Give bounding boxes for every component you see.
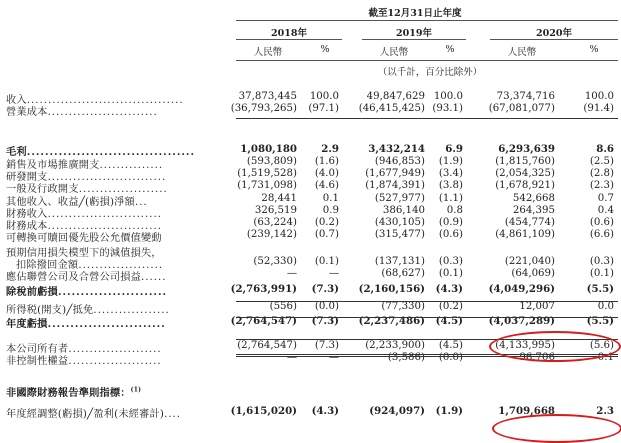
row-value: (0.2) (438, 301, 463, 312)
row-value: 326,519 (254, 205, 297, 216)
row-label (6, 229, 162, 244)
row-value: (2,763,991) (230, 283, 297, 295)
row-label-text: 所得税(開支)╱抵免 (6, 305, 94, 316)
row-label-text: 非國際財務報告準則指標： (6, 387, 131, 399)
row-value: 100.0 (433, 91, 463, 102)
row-value: (52,330) (253, 256, 297, 267)
year-header-2020: 2020年 (536, 28, 572, 39)
row-label (6, 268, 166, 283)
unit-note: （以千計，百分比除外） (377, 67, 483, 78)
row-value: (1.9) (438, 156, 463, 167)
row-value: (2,237,486) (358, 315, 425, 327)
row-value: (2,233,900) (365, 340, 425, 351)
row-value: (2.8) (589, 168, 614, 179)
row-value: (2,764,547) (237, 340, 297, 351)
row-value: 3,432,214 (368, 143, 425, 155)
year-rule-2020 (490, 39, 618, 40)
leader-dots: ............................ (47, 172, 167, 183)
leader-dots: ...................... (68, 344, 162, 355)
row-value: (1,519,528) (237, 168, 297, 179)
row-value: (1.1) (438, 193, 463, 204)
row-value: 0.9 (322, 205, 339, 216)
row-value: (4.5) (438, 340, 463, 351)
row-label-text: 可轉換可贖回優先股公允價值變動 (6, 233, 162, 244)
row-value: 6.9 (445, 143, 463, 155)
row-value: (2,054,325) (495, 168, 555, 179)
currency-header-2019: 人民幣 (379, 47, 409, 58)
row-value: 8.6 (596, 143, 614, 155)
highlight-oval-adjusted-2020 (492, 414, 621, 443)
row-value: (0.6) (589, 217, 614, 228)
row-value: (3,586) (387, 352, 425, 363)
row-value: (7.3) (314, 340, 339, 351)
row-label-text: 其他收入、收益╱(虧損)淨額 (6, 197, 135, 208)
row-value: (4,037,289) (488, 315, 555, 327)
row-value: — (328, 352, 339, 363)
row-label (6, 301, 170, 316)
currency-rule (236, 60, 618, 61)
leader-dots: .... (164, 409, 182, 420)
row-value: 37,873,445 (238, 91, 297, 102)
row-value: (593,809) (246, 156, 297, 167)
leader-dots: .......................... (47, 107, 158, 118)
leader-dots: ... (134, 197, 148, 208)
row-value: (454,774) (504, 217, 555, 228)
row-value: (77,330) (381, 301, 425, 312)
row-value: (4,861,109) (495, 229, 555, 240)
row-value: 542,668 (512, 193, 555, 204)
row-value: 49,847,629 (366, 91, 425, 102)
row-value: (430,105) (374, 217, 425, 228)
row-value: (64,069) (511, 268, 555, 279)
row-value: 0.1 (597, 352, 614, 363)
row-value: 2.3 (596, 405, 614, 417)
row-value: 1,080,180 (240, 143, 297, 155)
row-value: (36,793,265) (230, 103, 297, 114)
subtotal-rule-3 (236, 317, 618, 318)
row-value: (4.3) (311, 405, 339, 417)
row-value: 2.9 (321, 143, 339, 155)
row-label-text: 營業成本 (6, 107, 48, 118)
row-label-text: 財務成本 (6, 221, 48, 232)
row-label-text: 除稅前虧損 (6, 286, 58, 298)
leader-dots: ........................ (57, 286, 168, 298)
leader-dots: ..................................... (26, 146, 196, 158)
highlight-oval-loss-2020 (489, 331, 621, 362)
row-value: (2,764,547) (230, 315, 297, 327)
row-label (6, 352, 162, 367)
row-value: (4,049,296) (488, 283, 555, 295)
leader-dots: .......................... (47, 318, 166, 330)
row-label (6, 103, 158, 118)
row-value: (91.4) (583, 103, 614, 114)
row-value: (527,977) (374, 193, 425, 204)
row-value: (1,678,921) (495, 180, 555, 191)
row-value: (97.1) (308, 103, 339, 114)
row-value: (4.3) (435, 283, 463, 295)
row-value: (0.1) (589, 268, 614, 279)
row-value: (0.3) (438, 256, 463, 267)
row-value: (0.2) (314, 217, 339, 228)
row-value: (4,133,995) (495, 340, 555, 351)
row-label (6, 283, 167, 298)
row-label-text: 收入 (6, 95, 27, 106)
row-label-text: 年度虧損 (6, 318, 48, 330)
year-header-2018: 2018年 (271, 28, 307, 39)
row-value: (0.3) (589, 256, 614, 267)
row-label-text: 研發開支 (6, 172, 48, 183)
row-value: (5.6) (589, 340, 614, 351)
row-label-text: 本公司所有者 (6, 344, 69, 355)
row-value: 1,709,668 (498, 405, 555, 417)
year-rule-2018 (236, 39, 342, 40)
row-value: (6.6) (589, 229, 614, 240)
row-label-text: 預期信用損失模型下的減值損失， (6, 248, 162, 259)
row-value: — (286, 268, 297, 279)
row-value: (4.5) (435, 315, 463, 327)
row-value: (221,040) (504, 256, 555, 267)
row-value: 12,007 (519, 301, 555, 312)
row-value: (0.0) (314, 301, 339, 312)
row-value: (1,874,391) (365, 180, 425, 191)
row-value: (0.1) (438, 268, 463, 279)
currency-header-2020: 人民幣 (507, 47, 537, 58)
percent-header-2019: % (445, 44, 455, 55)
row-value: (2.5) (589, 156, 614, 167)
row-value: (2.3) (589, 180, 614, 191)
subtotal-rule-2 (236, 301, 618, 302)
row-value: (946,853) (374, 156, 425, 167)
row-label (6, 315, 166, 330)
row-value: (0.7) (314, 229, 339, 240)
row-label-text: 毛利 (6, 146, 27, 158)
row-value: (1,677,949) (365, 168, 425, 179)
row-value: 0.7 (597, 193, 614, 204)
row-value: (1,815,760) (495, 156, 555, 167)
row-value: (0.1) (314, 256, 339, 267)
year-header-2019: 2019年 (396, 28, 432, 39)
leader-dots: ............... (99, 160, 164, 171)
row-value: (4.0) (314, 168, 339, 179)
row-value: 6,293,639 (498, 143, 555, 155)
year-rule-2019 (362, 39, 466, 40)
header-rule-top (236, 20, 618, 21)
row-value: (0.6) (438, 229, 463, 240)
leader-dots: ........................... (47, 221, 162, 232)
leader-dots: .................. (93, 305, 170, 316)
row-value: 73,374,716 (496, 91, 555, 102)
row-value: (5.5) (586, 283, 614, 295)
row-value: (67,081,077) (488, 103, 555, 114)
row-label-text: 銷售及市場推廣開支 (6, 160, 100, 171)
row-value: (239,142) (246, 229, 297, 240)
row-label-text: 一般及行政開支 (6, 184, 79, 195)
row-value: 96,706 (519, 352, 555, 363)
row-label-text: 年度經調整(虧損)╱盈利(未經審計) (6, 409, 165, 420)
row-value: (7.3) (311, 315, 339, 327)
footnote-marker: (1) (130, 386, 142, 394)
leader-dots: ...................... (68, 356, 162, 367)
row-value: (93.1) (432, 103, 463, 114)
row-label-text: 非控制性權益 (6, 356, 69, 367)
row-value: — (286, 352, 297, 363)
row-value: 0.4 (597, 205, 614, 216)
row-value: 100.0 (309, 91, 339, 102)
leader-dots: ........................... (47, 209, 162, 220)
row-value: 100.0 (584, 91, 614, 102)
percent-header-2018: % (320, 44, 330, 55)
row-value: (3.4) (438, 168, 463, 179)
leader-dots: ..................... (78, 184, 168, 195)
row-label-text: 應佔聯營公司及合營公司損益 (6, 272, 142, 283)
period-title: 截至12月31日止年度 (368, 8, 462, 19)
subtotal-rule-1 (236, 118, 618, 119)
row-value: 28,441 (261, 193, 297, 204)
row-label (6, 384, 141, 399)
row-value: (0.0) (438, 352, 463, 363)
row-value: 264,395 (512, 205, 555, 216)
currency-header-2018: 人民幣 (253, 47, 283, 58)
row-value: (68,627) (381, 268, 425, 279)
percent-header-2020: % (589, 44, 599, 55)
row-value: (1.6) (314, 156, 339, 167)
row-label-text: 財務收入 (6, 209, 48, 220)
row-value: (63,224) (253, 217, 297, 228)
row-value: (1,731,098) (237, 180, 297, 191)
row-value: (2,160,156) (358, 283, 425, 295)
row-value: 0.0 (597, 301, 614, 312)
row-value: (3.8) (438, 180, 463, 191)
row-value: — (328, 268, 339, 279)
row-value: (7.3) (311, 283, 339, 295)
leader-dots: ..................................... (26, 95, 184, 106)
row-value: (46,415,425) (358, 103, 425, 114)
row-value: 0.8 (446, 205, 463, 216)
row-value: 386,140 (382, 205, 425, 216)
row-label (6, 405, 181, 420)
row-label-text: 扣除撥回金額 (16, 260, 79, 271)
leader-dots: .................... (78, 260, 164, 271)
leader-dots: ...... (141, 272, 167, 283)
row-value: (0.9) (438, 217, 463, 228)
row-value: (1.9) (435, 405, 463, 417)
row-value: (924,097) (369, 405, 425, 417)
row-value: (137,131) (374, 256, 425, 267)
row-value: (556) (269, 301, 297, 312)
row-value: 0.1 (322, 193, 339, 204)
row-value: (1,615,020) (230, 405, 297, 417)
row-value: (4.6) (314, 180, 339, 191)
row-value: (315,477) (374, 229, 425, 240)
row-value: (5.5) (586, 315, 614, 327)
